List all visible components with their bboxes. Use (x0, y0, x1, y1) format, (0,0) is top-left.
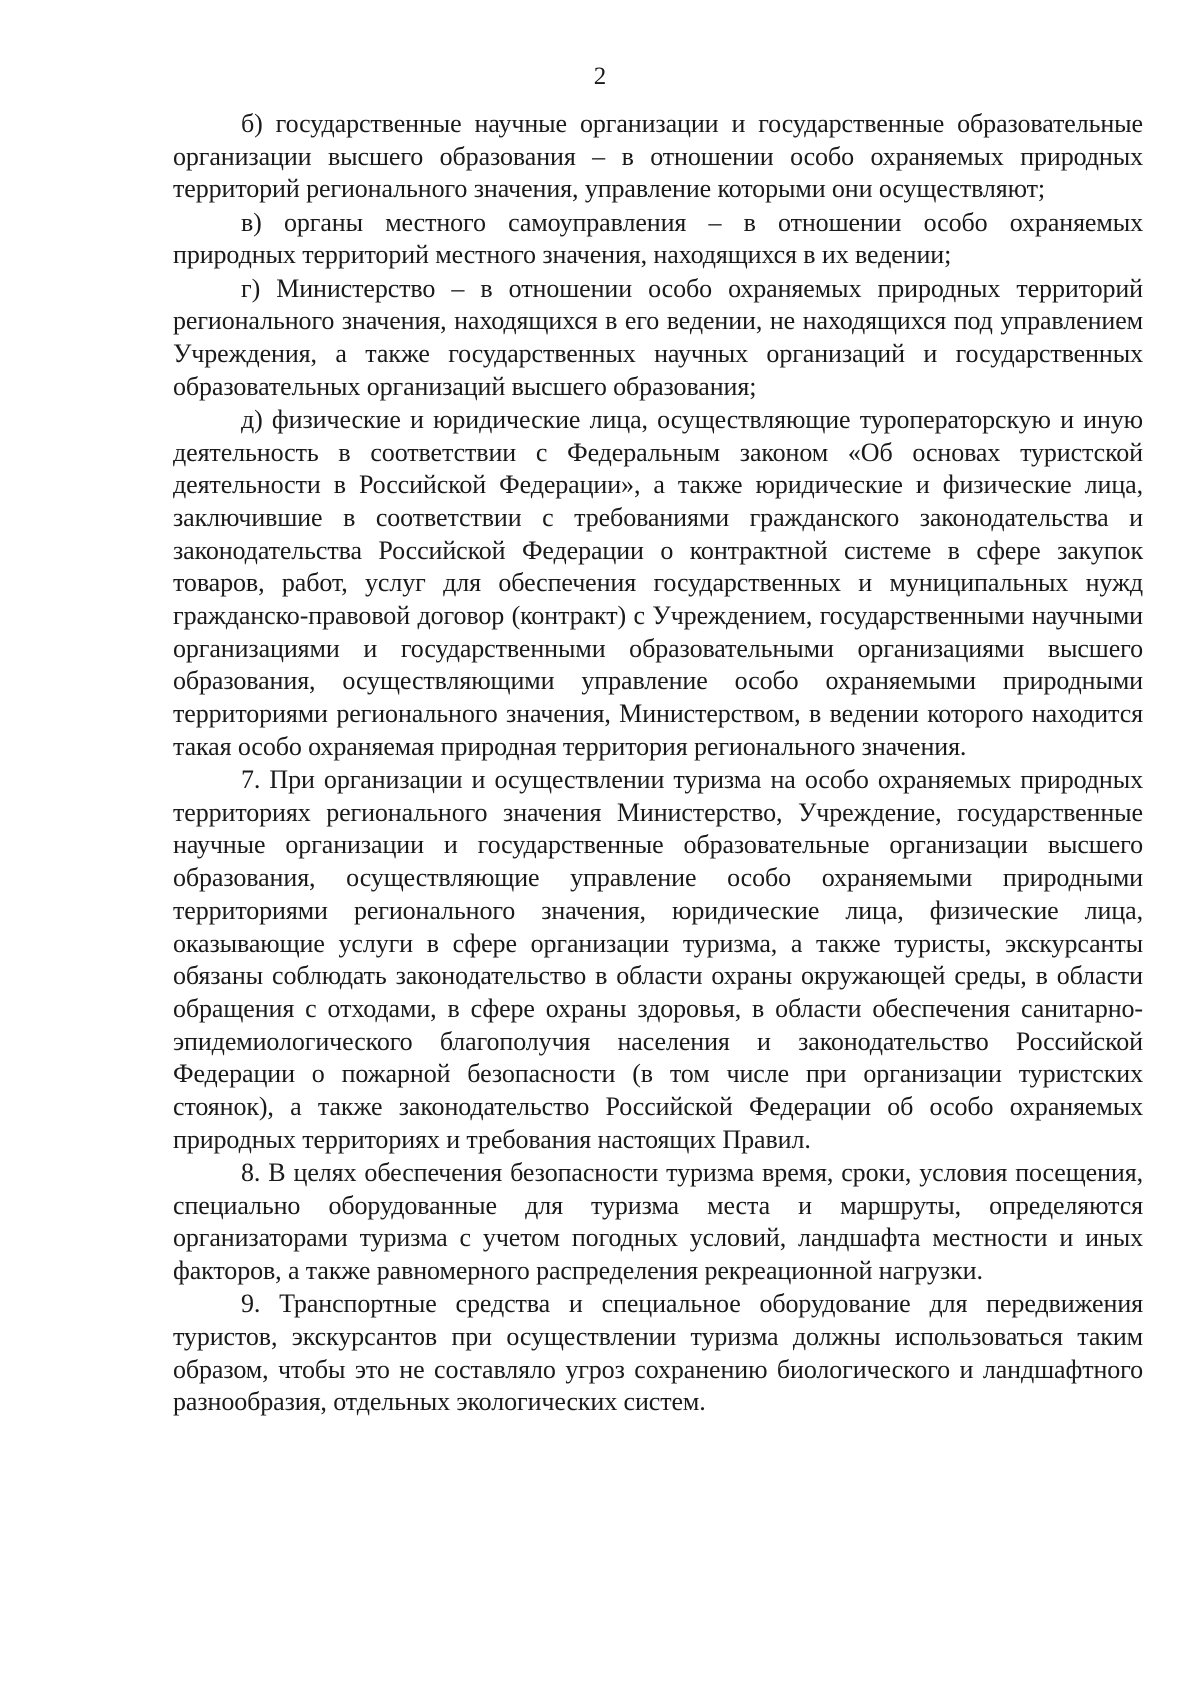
clause-8: 8. В целях обеспечения безопасности туризма время, сроки, условия посещения, специально оборудованные для туризма места и маршруты, определяются организаторами туризма с учетом погодных условий, ландшафта местности и иных факторов, а также равномерного распределения рекреационной нагрузки. (173, 1158, 1143, 1286)
clause-7: 7. При организации и осуществлении туризма на особо охраняемых природных территориях регионального значения Министерство, Учреждение, государственные научные организации и государственные образовательные организации высшего образования, осуществляющие управление особо охраняемыми природными территориями регионального значения, юридические лица, физические лица, оказывающие услуги в сфере организации туризма, а также туристы, экскурсанты обязаны соблюдать законодательство в области охраны окружающей среды, в области обращения с отходами, в сфере охраны здоровья, в области обеспечения санитарно-эпидемиологического благополучия населения и законодательство Российской Федерации о пожарной безопасности (в том числе при организации туристских стоянок), а также законодательство Российской Федерации об особо охраняемых природных территориях и требования настоящих Правил. (173, 765, 1143, 1154)
document-body (173, 108, 1143, 1419)
subclause-d: д) физические и юридические лица, осуществляющие туроператорскую и иную деятельность в соответствии с Федеральным законом «Об основах туристской деятельности в Российской Федерации», а также юридические и физические лица, заключившие в соответствии с требованиями гражданского законодательства и законодательства Российской Федерации о контрактной системе в сфере закупок товаров, работ, услуг для обеспечения государственных и муниципальных нужд гражданско-правовой договор (контракт) с Учреждением, государственными научными организациями и государственными образовательными организациями высшего образования, осуществляющими управление особо охраняемыми природными территориями регионального значения, Министерством, в ведении которого находится такая особо охраняемая природная территория регионального значения. (173, 404, 1143, 761)
subclause-v: в) органы местного самоуправления – в отношении особо охраняемых природных территорий местного значения, находящихся в их ведении; (173, 207, 1143, 270)
clause-9: 9. Транспортные средства и специальное оборудование для передвижения туристов, экскурсантов при осуществлении туризма должны использоваться таким образом, чтобы это не составляло угроз сохранению биологического и ландшафтного разнообразия, отдельных экологических систем. (173, 1289, 1143, 1417)
page-number: 2 (593, 63, 607, 90)
subclause-b: б) государственные научные организации и государственные образовательные организации высшего образования – в отношении особо охраняемых природных территорий регионального значения, управление которыми они осуществляют; (173, 109, 1143, 204)
subclause-g: г) Министерство – в отношении особо охраняемых природных территорий регионального значения, находящихся в его ведении, не находящихся под управлением Учреждения, а также государственных научных организаций и государственных образовательных организаций высшего образования; (173, 273, 1143, 401)
